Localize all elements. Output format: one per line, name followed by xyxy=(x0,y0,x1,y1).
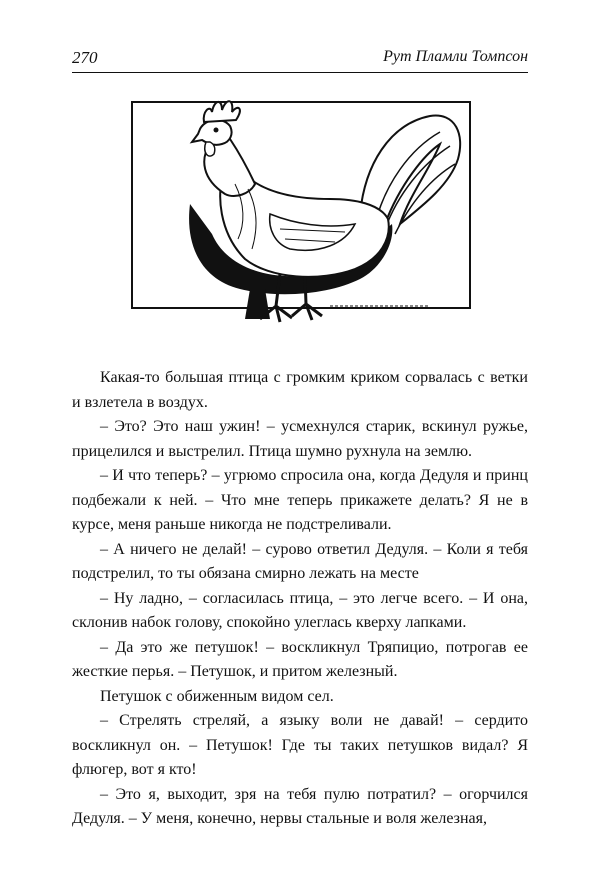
running-header xyxy=(72,44,528,70)
rooster-head xyxy=(192,120,232,145)
rooster-eye xyxy=(214,128,219,133)
header-rule xyxy=(72,72,528,73)
text-body xyxy=(72,366,528,832)
running-title: Рут Пламли Томпсон xyxy=(383,48,528,65)
paragraph: – А ничего не делай! – сурово ответил Дедуля. – Коли я тебя подстрелил, то ты обязана смирно лежать на месте xyxy=(72,540,528,582)
paragraph: Какая-то большая птица с громким криком сорвалась с ветки и взлетела в воздух. xyxy=(72,369,528,411)
paragraph: Петушок с обиженным видом сел. xyxy=(100,687,334,705)
rooster-wattle xyxy=(205,142,215,156)
paragraph: – Да это же петушок! – воскликнул Тряпицио, потрогав ее жесткие перья. – Петушок, и притом железный. xyxy=(72,638,528,680)
rooster-comb xyxy=(204,101,240,122)
paragraph: – Стрелять стреляй, а языку воли не давай! – сердито воскликнул он. – Петушок! Где ты таких петушков видал? Я флюгер, вот я кто! xyxy=(72,712,528,778)
page-number: 270 xyxy=(72,48,98,67)
paragraph: – Это я, выходит, зря на тебя пулю потратил? – огорчился Дедуля. – У меня, конечно, нервы стальные и воля железная, xyxy=(72,785,528,827)
paragraph: – И что теперь? – угрюмо спросила она, когда Дедуля и принц подбежали к ней. – Что мне теперь прикажете делать? Я не в курсе, меня раньше никогда не подстреливали. xyxy=(72,467,528,533)
rooster-illustration xyxy=(130,84,472,340)
paragraph: – Это? Это наш ужин! – усмехнулся старик, вскинул ружье, прицелился и выстрелил. Птица шумно рухнула на землю. xyxy=(72,418,528,460)
paragraph: – Ну ладно, – согласилась птица, – это легче всего. – И она, склонив набок голову, спокойно улеглась кверху лапками. xyxy=(72,589,528,631)
